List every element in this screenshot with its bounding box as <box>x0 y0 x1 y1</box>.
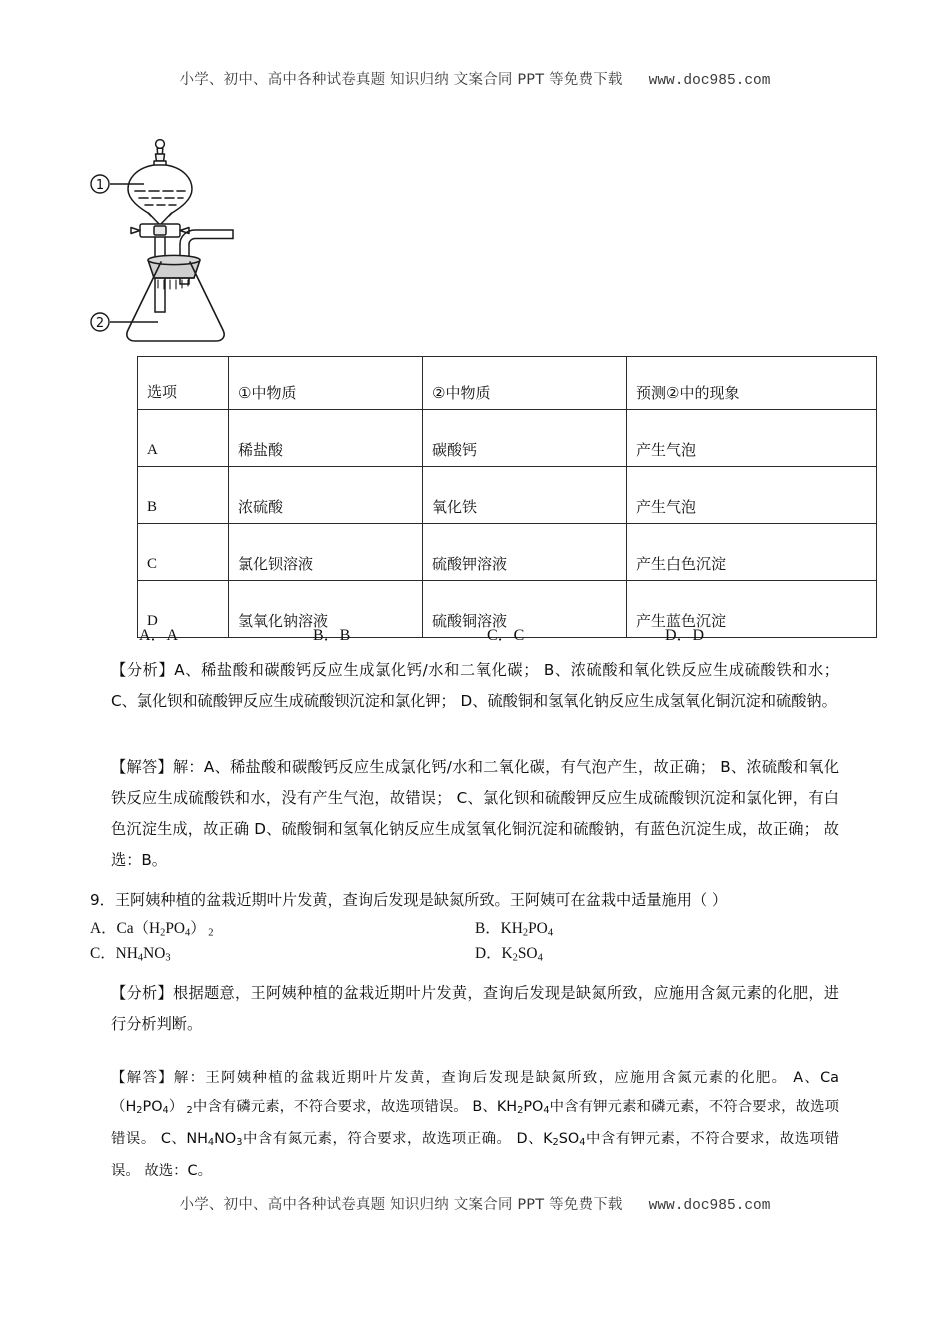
analysis-text: A、稀盐酸和碳酸钙反应生成氯化钙/水和二氧化碳； B、浓硫酸和氧化铁反应生成硫酸铁和水； C、氯化钡和硫酸钾反应生成硫酸钡沉淀和氯化钾； D、硫酸铜和氢氧化钠反应生成氢氧化铜沉淀和硫酸钠。 <box>111 661 839 710</box>
choice-d[interactable]: D．D <box>665 627 705 644</box>
question9-solution-block <box>111 1064 839 1186</box>
row-option-letter: B <box>138 467 229 524</box>
question8-analysis-block <box>111 655 839 717</box>
row-substance2: 碳酸钙 <box>423 410 627 467</box>
options-table <box>137 356 877 638</box>
footer-promo-text: 小学、初中、高中各种试卷真题 知识归纳 文案合同 PPT 等免费下载 <box>179 1197 623 1213</box>
row-substance2: 氧化铁 <box>423 467 627 524</box>
choice-b[interactable]: B．B <box>313 627 351 644</box>
row-phenomenon: 产生蓝色沉淀 <box>627 581 877 638</box>
option-d-formula: $K_2SO_4$ <box>501 945 543 964</box>
header-cell-substance2: ②中物质 <box>423 357 627 410</box>
option-b-key: B． <box>475 920 501 937</box>
option-c-formula: $NH_4NO_3$ <box>115 945 171 964</box>
question9-stem <box>90 886 840 914</box>
header-cell-phenomenon: 预测②中的现象 <box>627 357 877 410</box>
option-d-key: D． <box>475 945 502 962</box>
chemistry-apparatus-diagram <box>88 132 318 347</box>
label-one-text: 1 <box>95 178 105 193</box>
analysis-label: 【分析】 <box>111 984 173 1002</box>
table-row <box>138 410 877 467</box>
question9-option-d[interactable] <box>475 941 543 970</box>
row-option-letter: C <box>138 524 229 581</box>
row-option-letter: A <box>138 410 229 467</box>
question9-option-c[interactable] <box>90 941 475 970</box>
header-promo-text: 小学、初中、高中各种试卷真题 知识归纳 文案合同 PPT 等免费下载 <box>179 72 623 88</box>
row-phenomenon: 产生气泡 <box>627 467 877 524</box>
table-row <box>138 524 877 581</box>
row-substance1: 稀盐酸 <box>229 410 423 467</box>
question8-solution-block <box>111 752 839 876</box>
row-substance2: 硫酸铜溶液 <box>423 581 627 638</box>
row-phenomenon: 产生气泡 <box>627 410 877 467</box>
page-footer-watermark <box>0 1193 950 1214</box>
row-substance1: 氯化钡溶液 <box>229 524 423 581</box>
question9-option-row-2 <box>90 941 840 966</box>
question9-number: 9． <box>90 891 115 909</box>
header-cell-option: 选项 <box>138 357 229 410</box>
option-a-formula: $Ca(H_2PO_4)$ $_2$ <box>116 920 214 939</box>
row-phenomenon: 产生白色沉淀 <box>627 524 877 581</box>
header-cell-substance1: ①中物质 <box>229 357 423 410</box>
solution-label: 【解答】 <box>111 758 173 776</box>
question9-options <box>90 916 840 966</box>
header-site-url: www.doc985.com <box>648 73 771 89</box>
analysis-label: 【分析】 <box>111 661 175 679</box>
question8-choice-row <box>139 622 819 645</box>
solution-items: A、$Ca(H_2PO_4)$ $_2$中含有磷元素，不符合要求，故选项错误。 B、$KH_2PO_4$中含有钾元素和磷元素，不符合要求，故选项错误。 C、$NH_4NO_3$中含有氮元素，符合要求，故选项正确。 D、$K_2SO_4$中含有钾元素，不符合要求，故选项错误。 故选：C。 <box>111 1070 839 1180</box>
choice-a[interactable]: A．A <box>139 627 179 644</box>
row-option-letter: D <box>138 581 229 638</box>
row-substance2: 硫酸钾溶液 <box>423 524 627 581</box>
label-two-text: 2 <box>95 316 105 331</box>
solution-text: 解：A、稀盐酸和碳酸钙反应生成氯化钙/水和二氧化碳，有气泡产生，故正确； B、浓硫酸和氧化铁反应生成硫酸铁和水，没有产生气泡，故错误； C、氯化钡和硫酸钾反应生成硫酸钡沉淀和氯化钾，有白色沉淀生成，故正确 D、硫酸铜和氢氧化钠反应生成氢氧化铜沉淀和硫酸钠，有蓝色沉淀生成，故正确； 故选：B。 <box>111 758 840 869</box>
question9-analysis-block <box>111 978 839 1040</box>
table-row <box>138 467 877 524</box>
choice-c[interactable]: C．C <box>487 627 525 644</box>
option-a-key: A． <box>90 920 117 937</box>
footer-site-url: www.doc985.com <box>648 1198 771 1214</box>
question9-text: 王阿姨种植的盆栽近期叶片发黄，查询后发现是缺氮所致。王阿姨可在盆栽中适量施用（ ） <box>114 891 728 909</box>
solution-prefix: 解：王阿姨种植的盆栽近期叶片发黄，查询后发现是缺氮所致，应施用含氮元素的化肥。 <box>173 1070 794 1086</box>
options-table-body <box>138 357 877 638</box>
option-b-formula: $KH_2PO_4$ <box>500 920 554 939</box>
row-substance1: 浓硫酸 <box>229 467 423 524</box>
question9-option-row-1 <box>90 916 840 941</box>
table-header-row <box>138 357 877 410</box>
analysis-text: 根据题意，王阿姨种植的盆栽近期叶片发黄，查询后发现是缺氮所致，应施用含氮元素的化肥，进行分析判断。 <box>111 984 840 1033</box>
row-substance1: 氢氧化钠溶液 <box>229 581 423 638</box>
option-c-key: C． <box>90 945 116 962</box>
page-header-watermark <box>0 68 950 89</box>
solution-label: 【解答】 <box>111 1070 174 1086</box>
